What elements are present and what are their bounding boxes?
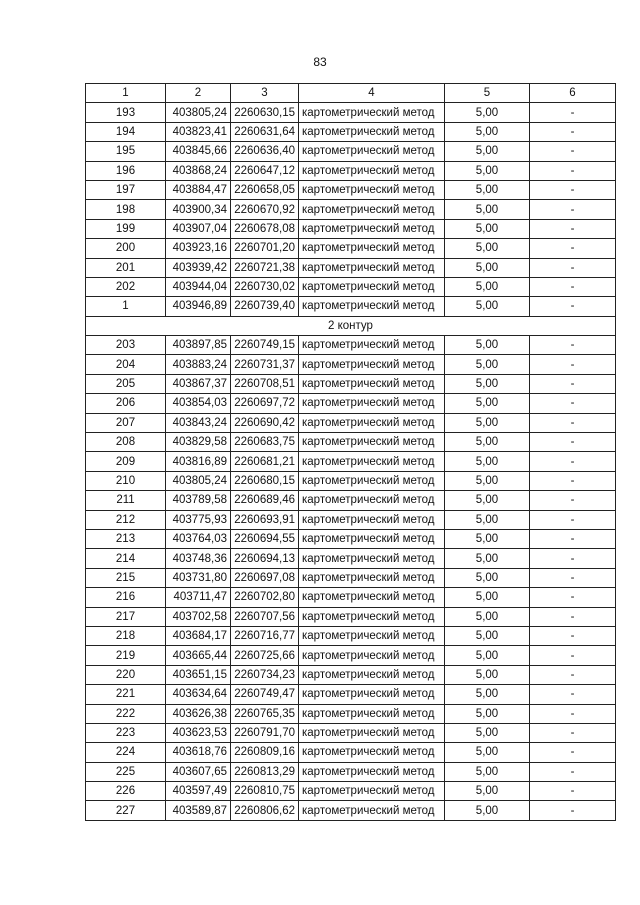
table-row	[86, 142, 616, 161]
accuracy-cell: 5,00	[445, 277, 530, 296]
point-number-cell: 209	[86, 452, 166, 471]
page-number: 83	[313, 55, 327, 69]
accuracy-cell: 5,00	[445, 258, 530, 277]
accuracy-cell: 5,00	[445, 471, 530, 490]
x-coordinate-cell: 403884,47	[166, 180, 231, 199]
x-coordinate-cell: 403907,04	[166, 219, 231, 238]
accuracy-cell: 5,00	[445, 762, 530, 781]
x-coordinate-cell: 403805,24	[166, 103, 231, 122]
note-cell: -	[530, 568, 616, 587]
note-cell: -	[530, 529, 616, 548]
point-number-cell: 198	[86, 200, 166, 219]
x-coordinate-cell: 403823,41	[166, 122, 231, 141]
method-cell: картометрический метод	[299, 219, 445, 238]
method-cell: картометрический метод	[299, 277, 445, 296]
y-coordinate-cell: 2260731,37	[231, 355, 299, 374]
note-cell: -	[530, 394, 616, 413]
note-cell: -	[530, 626, 616, 645]
point-number-cell: 210	[86, 471, 166, 490]
table-row	[86, 355, 616, 374]
accuracy-cell: 5,00	[445, 200, 530, 219]
x-coordinate-cell: 403618,76	[166, 743, 231, 762]
accuracy-cell: 5,00	[445, 704, 530, 723]
point-number-cell: 215	[86, 568, 166, 587]
note-cell: -	[530, 180, 616, 199]
y-coordinate-cell: 2260791,70	[231, 723, 299, 742]
accuracy-cell: 5,00	[445, 122, 530, 141]
x-coordinate-cell: 403731,80	[166, 568, 231, 587]
note-cell: -	[530, 336, 616, 355]
header-cell-4: 4	[299, 84, 445, 103]
method-cell: картометрический метод	[299, 491, 445, 510]
method-cell: картометрический метод	[299, 510, 445, 529]
y-coordinate-cell: 2260707,56	[231, 607, 299, 626]
x-coordinate-cell: 403843,24	[166, 413, 231, 432]
x-coordinate-cell: 403845,66	[166, 142, 231, 161]
point-number-cell: 199	[86, 219, 166, 238]
table-row	[86, 374, 616, 393]
table-row	[86, 219, 616, 238]
point-number-cell: 212	[86, 510, 166, 529]
y-coordinate-cell: 2260670,92	[231, 200, 299, 219]
method-cell: картометрический метод	[299, 607, 445, 626]
note-cell: -	[530, 103, 616, 122]
point-number-cell: 205	[86, 374, 166, 393]
accuracy-cell: 5,00	[445, 529, 530, 548]
y-coordinate-cell: 2260725,66	[231, 646, 299, 665]
point-number-cell: 225	[86, 762, 166, 781]
y-coordinate-cell: 2260810,75	[231, 782, 299, 801]
accuracy-cell: 5,00	[445, 549, 530, 568]
method-cell: картометрический метод	[299, 685, 445, 704]
x-coordinate-cell: 403665,44	[166, 646, 231, 665]
point-number-cell: 219	[86, 646, 166, 665]
method-cell: картометрический метод	[299, 743, 445, 762]
table-row	[86, 180, 616, 199]
x-coordinate-cell: 403764,03	[166, 529, 231, 548]
accuracy-cell: 5,00	[445, 491, 530, 510]
method-cell: картометрический метод	[299, 568, 445, 587]
accuracy-cell: 5,00	[445, 743, 530, 762]
y-coordinate-cell: 2260702,80	[231, 588, 299, 607]
header-cell-6: 6	[530, 84, 616, 103]
y-coordinate-cell: 2260678,08	[231, 219, 299, 238]
point-number-cell: 196	[86, 161, 166, 180]
y-coordinate-cell: 2260693,91	[231, 510, 299, 529]
method-cell: картометрический метод	[299, 239, 445, 258]
note-cell: -	[530, 607, 616, 626]
point-number-cell: 200	[86, 239, 166, 258]
note-cell: -	[530, 685, 616, 704]
point-number-cell: 220	[86, 665, 166, 684]
table-row	[86, 723, 616, 742]
point-number-cell: 213	[86, 529, 166, 548]
point-number-cell: 202	[86, 277, 166, 296]
y-coordinate-cell: 2260680,15	[231, 471, 299, 490]
table-row	[86, 161, 616, 180]
y-coordinate-cell: 2260697,72	[231, 394, 299, 413]
accuracy-cell: 5,00	[445, 413, 530, 432]
y-coordinate-cell: 2260636,40	[231, 142, 299, 161]
point-number-cell: 193	[86, 103, 166, 122]
method-cell: картометрический метод	[299, 646, 445, 665]
method-cell: картометрический метод	[299, 626, 445, 645]
accuracy-cell: 5,00	[445, 665, 530, 684]
table-row	[86, 433, 616, 452]
x-coordinate-cell: 403868,24	[166, 161, 231, 180]
table-row	[86, 491, 616, 510]
table-row	[86, 782, 616, 801]
note-cell: -	[530, 374, 616, 393]
table-row	[86, 297, 616, 316]
method-cell: картометрический метод	[299, 433, 445, 452]
y-coordinate-cell: 2260739,40	[231, 297, 299, 316]
point-number-cell: 208	[86, 433, 166, 452]
note-cell: -	[530, 452, 616, 471]
accuracy-cell: 5,00	[445, 180, 530, 199]
method-cell: картометрический метод	[299, 723, 445, 742]
x-coordinate-cell: 403883,24	[166, 355, 231, 374]
x-coordinate-cell: 403946,89	[166, 297, 231, 316]
table-row	[86, 413, 616, 432]
accuracy-cell: 5,00	[445, 355, 530, 374]
x-coordinate-cell: 403651,15	[166, 665, 231, 684]
x-coordinate-cell: 403626,38	[166, 704, 231, 723]
method-cell: картометрический метод	[299, 355, 445, 374]
accuracy-cell: 5,00	[445, 626, 530, 645]
y-coordinate-cell: 2260681,21	[231, 452, 299, 471]
accuracy-cell: 5,00	[445, 568, 530, 587]
accuracy-cell: 5,00	[445, 374, 530, 393]
coordinates-table	[85, 83, 616, 821]
table-row	[86, 277, 616, 296]
x-coordinate-cell: 403597,49	[166, 782, 231, 801]
note-cell: -	[530, 510, 616, 529]
accuracy-cell: 5,00	[445, 607, 530, 626]
point-number-cell: 226	[86, 782, 166, 801]
x-coordinate-cell: 403789,58	[166, 491, 231, 510]
point-number-cell: 195	[86, 142, 166, 161]
accuracy-cell: 5,00	[445, 433, 530, 452]
accuracy-cell: 5,00	[445, 782, 530, 801]
accuracy-cell: 5,00	[445, 336, 530, 355]
accuracy-cell: 5,00	[445, 685, 530, 704]
table-row	[86, 103, 616, 122]
table-row	[86, 471, 616, 490]
table-row	[86, 607, 616, 626]
method-cell: картометрический метод	[299, 161, 445, 180]
point-number-cell: 1	[86, 297, 166, 316]
note-cell: -	[530, 413, 616, 432]
accuracy-cell: 5,00	[445, 646, 530, 665]
note-cell: -	[530, 433, 616, 452]
y-coordinate-cell: 2260694,55	[231, 529, 299, 548]
method-cell: картометрический метод	[299, 471, 445, 490]
section-title: 2 контур	[86, 316, 616, 335]
method-cell: картометрический метод	[299, 762, 445, 781]
table-row	[86, 626, 616, 645]
note-cell: -	[530, 762, 616, 781]
point-number-cell: 197	[86, 180, 166, 199]
point-number-cell: 221	[86, 685, 166, 704]
x-coordinate-cell: 403702,58	[166, 607, 231, 626]
note-cell: -	[530, 355, 616, 374]
header-row	[86, 84, 616, 103]
y-coordinate-cell: 2260708,51	[231, 374, 299, 393]
x-coordinate-cell: 403923,16	[166, 239, 231, 258]
y-coordinate-cell: 2260806,62	[231, 801, 299, 820]
accuracy-cell: 5,00	[445, 723, 530, 742]
accuracy-cell: 5,00	[445, 452, 530, 471]
x-coordinate-cell: 403900,34	[166, 200, 231, 219]
y-coordinate-cell: 2260690,42	[231, 413, 299, 432]
note-cell: -	[530, 743, 616, 762]
table-row	[86, 646, 616, 665]
accuracy-cell: 5,00	[445, 801, 530, 820]
y-coordinate-cell: 2260716,77	[231, 626, 299, 645]
header-cell-2: 2	[166, 84, 231, 103]
table-row	[86, 665, 616, 684]
y-coordinate-cell: 2260730,02	[231, 277, 299, 296]
y-coordinate-cell: 2260658,05	[231, 180, 299, 199]
method-cell: картометрический метод	[299, 413, 445, 432]
table-row	[86, 801, 616, 820]
table-row	[86, 336, 616, 355]
method-cell: картометрический метод	[299, 297, 445, 316]
method-cell: картометрический метод	[299, 394, 445, 413]
point-number-cell: 204	[86, 355, 166, 374]
x-coordinate-cell: 403805,24	[166, 471, 231, 490]
table-row	[86, 743, 616, 762]
table-row	[86, 588, 616, 607]
note-cell: -	[530, 219, 616, 238]
method-cell: картометрический метод	[299, 665, 445, 684]
note-cell: -	[530, 801, 616, 820]
x-coordinate-cell: 403939,42	[166, 258, 231, 277]
y-coordinate-cell: 2260697,08	[231, 568, 299, 587]
method-cell: картометрический метод	[299, 801, 445, 820]
method-cell: картометрический метод	[299, 549, 445, 568]
accuracy-cell: 5,00	[445, 161, 530, 180]
method-cell: картометрический метод	[299, 200, 445, 219]
note-cell: -	[530, 646, 616, 665]
method-cell: картометрический метод	[299, 704, 445, 723]
accuracy-cell: 5,00	[445, 239, 530, 258]
method-cell: картометрический метод	[299, 180, 445, 199]
table-row	[86, 452, 616, 471]
accuracy-cell: 5,00	[445, 510, 530, 529]
table-row	[86, 704, 616, 723]
accuracy-cell: 5,00	[445, 297, 530, 316]
table-row	[86, 258, 616, 277]
table-row	[86, 122, 616, 141]
note-cell: -	[530, 471, 616, 490]
table-row	[86, 510, 616, 529]
x-coordinate-cell: 403816,89	[166, 452, 231, 471]
y-coordinate-cell: 2260694,13	[231, 549, 299, 568]
note-cell: -	[530, 491, 616, 510]
point-number-cell: 207	[86, 413, 166, 432]
header-cell-1: 1	[86, 84, 166, 103]
header-cell-3: 3	[231, 84, 299, 103]
y-coordinate-cell: 2260631,64	[231, 122, 299, 141]
point-number-cell: 206	[86, 394, 166, 413]
y-coordinate-cell: 2260734,23	[231, 665, 299, 684]
note-cell: -	[530, 258, 616, 277]
note-cell: -	[530, 122, 616, 141]
note-cell: -	[530, 665, 616, 684]
point-number-cell: 203	[86, 336, 166, 355]
table-row	[86, 568, 616, 587]
table-row	[86, 529, 616, 548]
x-coordinate-cell: 403867,37	[166, 374, 231, 393]
point-number-cell: 214	[86, 549, 166, 568]
method-cell: картометрический метод	[299, 122, 445, 141]
point-number-cell: 227	[86, 801, 166, 820]
x-coordinate-cell: 403944,04	[166, 277, 231, 296]
point-number-cell: 222	[86, 704, 166, 723]
note-cell: -	[530, 239, 616, 258]
y-coordinate-cell: 2260721,38	[231, 258, 299, 277]
x-coordinate-cell: 403897,85	[166, 336, 231, 355]
x-coordinate-cell: 403589,87	[166, 801, 231, 820]
method-cell: картометрический метод	[299, 374, 445, 393]
point-number-cell: 223	[86, 723, 166, 742]
note-cell: -	[530, 277, 616, 296]
accuracy-cell: 5,00	[445, 394, 530, 413]
x-coordinate-cell: 403684,17	[166, 626, 231, 645]
accuracy-cell: 5,00	[445, 219, 530, 238]
note-cell: -	[530, 549, 616, 568]
accuracy-cell: 5,00	[445, 103, 530, 122]
y-coordinate-cell: 2260701,20	[231, 239, 299, 258]
point-number-cell: 216	[86, 588, 166, 607]
note-cell: -	[530, 142, 616, 161]
x-coordinate-cell: 403623,53	[166, 723, 231, 742]
method-cell: картометрический метод	[299, 782, 445, 801]
y-coordinate-cell: 2260749,47	[231, 685, 299, 704]
note-cell: -	[530, 723, 616, 742]
note-cell: -	[530, 200, 616, 219]
x-coordinate-cell: 403775,93	[166, 510, 231, 529]
note-cell: -	[530, 588, 616, 607]
point-number-cell: 224	[86, 743, 166, 762]
method-cell: картометрический метод	[299, 142, 445, 161]
y-coordinate-cell: 2260749,15	[231, 336, 299, 355]
x-coordinate-cell: 403711,47	[166, 588, 231, 607]
table-row	[86, 685, 616, 704]
note-cell: -	[530, 704, 616, 723]
point-number-cell: 201	[86, 258, 166, 277]
note-cell: -	[530, 297, 616, 316]
point-number-cell: 211	[86, 491, 166, 510]
point-number-cell: 217	[86, 607, 166, 626]
table-row	[86, 549, 616, 568]
note-cell: -	[530, 161, 616, 180]
point-number-cell: 218	[86, 626, 166, 645]
x-coordinate-cell: 403854,03	[166, 394, 231, 413]
header-cell-5: 5	[445, 84, 530, 103]
note-cell: -	[530, 782, 616, 801]
y-coordinate-cell: 2260765,35	[231, 704, 299, 723]
method-cell: картометрический метод	[299, 529, 445, 548]
method-cell: картометрический метод	[299, 452, 445, 471]
method-cell: картометрический метод	[299, 258, 445, 277]
y-coordinate-cell: 2260813,29	[231, 762, 299, 781]
method-cell: картометрический метод	[299, 588, 445, 607]
table-row	[86, 394, 616, 413]
section-row	[86, 316, 616, 335]
y-coordinate-cell: 2260630,15	[231, 103, 299, 122]
x-coordinate-cell: 403607,65	[166, 762, 231, 781]
table-row	[86, 239, 616, 258]
method-cell: картометрический метод	[299, 103, 445, 122]
table-row	[86, 762, 616, 781]
accuracy-cell: 5,00	[445, 588, 530, 607]
y-coordinate-cell: 2260683,75	[231, 433, 299, 452]
point-number-cell: 194	[86, 122, 166, 141]
y-coordinate-cell: 2260689,46	[231, 491, 299, 510]
x-coordinate-cell: 403748,36	[166, 549, 231, 568]
y-coordinate-cell: 2260809,16	[231, 743, 299, 762]
accuracy-cell: 5,00	[445, 142, 530, 161]
x-coordinate-cell: 403829,58	[166, 433, 231, 452]
x-coordinate-cell: 403634,64	[166, 685, 231, 704]
method-cell: картометрический метод	[299, 336, 445, 355]
y-coordinate-cell: 2260647,12	[231, 161, 299, 180]
table-body	[86, 84, 616, 821]
table-row	[86, 200, 616, 219]
